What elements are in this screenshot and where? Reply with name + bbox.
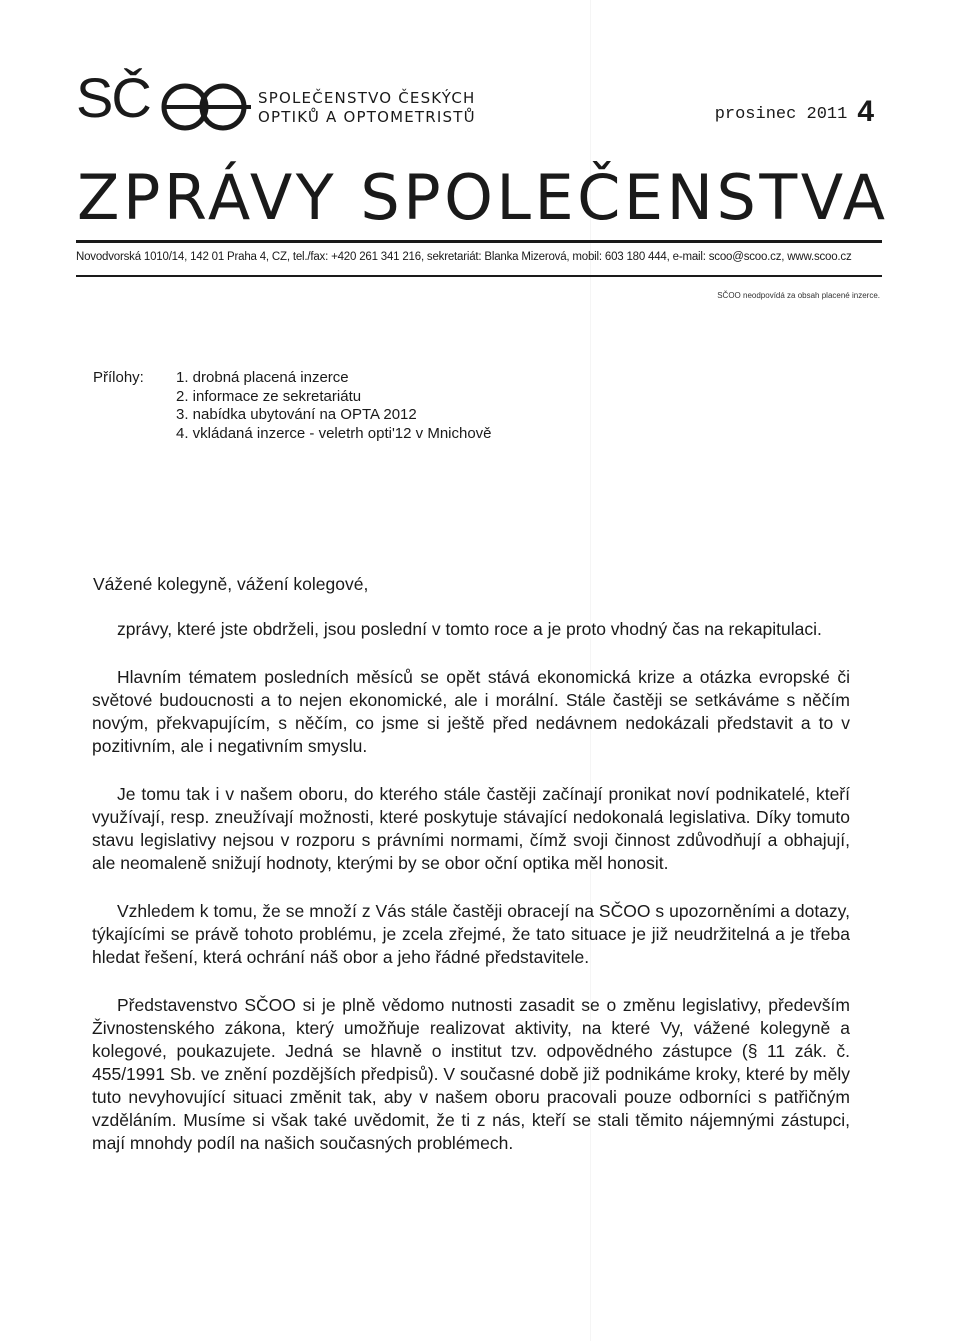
ad-disclaimer: SČOO neodpovídá za obsah placené inzerce. xyxy=(717,291,880,300)
letter-paragraph: zprávy, které jste obdrželi, jsou poslední v tomto roce a je proto vhodný čas na rekapitulaci. xyxy=(117,619,822,639)
contact-line: Novodvorská 1010/14, 142 01 Praha 4, CZ, tel./fax: +420 261 341 216, sekretariát: Blanka Mizerová, mobil: 603 180 444, e-mail: scoo@scoo.cz, www.scoo.cz xyxy=(76,251,852,263)
attachment-item: 2. informace ze sekretariátu xyxy=(176,387,362,405)
issue-number: 4 xyxy=(857,95,874,128)
header-rule-top xyxy=(76,240,882,243)
issue-date: prosinec 2011 xyxy=(714,105,848,124)
attachments-label: Přílohy: xyxy=(93,369,144,386)
letter-paragraph: Vzhledem k tomu, že se množí z Vás stále častěji obracejí na SČOO s upozorněními a dotazy, týkajícími se právě tohoto problému, je zcela zřejmé, že tato situace je již neudržitelná a je třeba hledat řešení, která ochrání náš obor a jeho řádné představitele. xyxy=(92,901,850,967)
header-rule-bottom xyxy=(76,275,882,277)
org-name-line1: SPOLEČENSTVO ČESKÝCH xyxy=(258,89,476,107)
letter-body xyxy=(92,618,850,1180)
letter-paragraph: Je tomu tak i v našem oboru, do kterého stále častěji začínají pronikat noví podnikatelé, kteří využívají, resp. zneužívají možnosti, které poskytuje stávající nedokonalá legislativa. Díky tomuto stavu legislativy nejsou v rozporu s právními normami, čímž svoji činnost zdůvodňují a obhajují, ale neomaleně snižují hodnoty, kterými by se obor oční optika měl honosit. xyxy=(92,784,850,873)
attachment-item: 3. nabídka ubytování na OPTA 2012 xyxy=(176,406,417,423)
organization-name xyxy=(258,89,476,127)
attachment-item: 1. drobná placená inzerce xyxy=(176,369,349,386)
logo-oo-mark xyxy=(161,82,271,132)
org-name-line2: OPTIKŮ A OPTOMETRISTŮ xyxy=(258,108,476,126)
letter-paragraph: Hlavním tématem posledních měsíců se opět stává ekonomická krize a otázka evropské či světové budoucnosti a to nejen ekonomické, ale i morální. Stále častěji se setkáváme s něčím novým, překvapujícím, s něčím, co jsme si ještě před nedávnem nedokázali představit a to v pozitivním, ale i negativním smyslu. xyxy=(92,667,850,756)
attachments-list xyxy=(176,369,492,443)
attachment-item: 4. vkládaná inzerce - veletrh opti'12 v Mnichově xyxy=(176,424,492,442)
letter-paragraph: Představenstvo SČOO si je plně vědomo nutnosti zasadit se o změnu legislativy, především Živnostenského zákona, který umožňuje realizovat aktivity, na které Vy, vážené kolegyně a kolegové, poukazujete. Jedná se hlavně o institut tzv. odpovědného zástupce (§ 11 zák. č. 455/1991 Sb. ve znění pozdějších předpisů). V současné době již podnikáme kroky, které by měly tuto nevyhovující situaci změnit tak, aby v našem oboru pracovali pouze odborníci s patřičným vzděláním. Musíme si však také uvědomit, že ti z nás, kteří se stali těmito nájemnými zástupci, mají mnohdy podíl na našich současných problémech. xyxy=(92,995,850,1153)
logo-letters: SČ xyxy=(76,66,150,129)
letter-salutation: Vážené kolegyně, vážení kolegové, xyxy=(93,574,369,594)
newsletter-title: ZPRÁVY SPOLEČENSTVA xyxy=(77,161,889,234)
issue-info xyxy=(715,95,874,129)
